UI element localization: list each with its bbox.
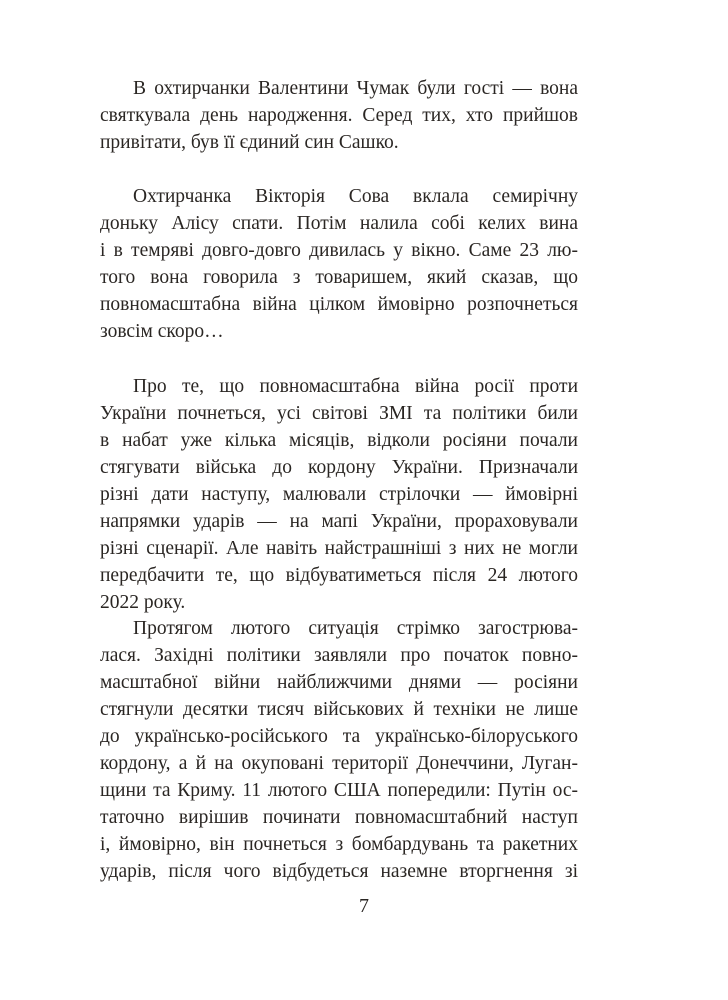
text-line: напрямки ударів — на мапі України, прораховували (100, 511, 578, 532)
text-line: таточно вирішив починати повномасштабний наступ (100, 807, 578, 828)
text-line: зовсім скоро… (100, 321, 224, 342)
text-line: ударів, після чого відбудеться наземне вторгнення зі (100, 861, 578, 882)
text-line: різні сценарії. Але навіть найстрашніші з них не могли (100, 538, 578, 559)
text-line: В охтирчанки Валентини Чумак були гості — вона (133, 78, 578, 99)
text-line: до українсько-російського та українсько-білоруського (100, 726, 578, 747)
text-line: Охтирчанка Вікторія Сова вклала семирічну (133, 186, 578, 207)
text-line: Про те, що повномасштабна війна росії проти (133, 376, 578, 397)
text-line: і, ймовірно, він почнеться з бомбардувань та ракетних (100, 834, 578, 855)
text-line: в набат уже кілька місяців, відколи росіяни почали (100, 430, 578, 451)
text-line: привітати, був її єдиний син Сашко. (100, 132, 399, 153)
text-line: щини та Криму. 11 лютого США попередили: Путін ос- (100, 780, 578, 801)
text-line: доньку Алісу спати. Потім налила собі келих вина (100, 213, 578, 234)
text-line: того вона говорила з товаришем, який сказав, що (100, 267, 578, 288)
text-line: України почнеться, усі світові ЗМІ та політики били (100, 403, 578, 424)
text-line: стягувати війська до кордону України. Призначали (100, 457, 578, 478)
text-line: повномасштабна війна цілком ймовірно розпочнеться (100, 294, 578, 315)
text-line: і в темряві довго-довго дивилась у вікно. Саме 23 лю- (100, 240, 578, 261)
text-line: 2022 року. (100, 592, 186, 613)
text-line: святкувала день народження. Серед тих, хто прийшов (100, 105, 578, 126)
text-line: передбачити те, що відбуватиметься після 24 лютого (100, 565, 578, 586)
text-line: кордону, а й на окуповані території Донеччини, Луган- (100, 753, 578, 774)
text-line: різні дати наступу, малювали стрілочки — ймовірні (100, 484, 578, 505)
text-line: Протягом лютого ситуація стрімко загострюва- (133, 618, 578, 639)
text-line: стягнули десятки тисяч військових й техніки не лише (100, 699, 578, 720)
page-number: 7 (359, 895, 369, 917)
text-line: масштабної війни найближчими днями — росіяни (100, 672, 578, 693)
text-line: лася. Західні політики заявляли про початок повно- (100, 645, 578, 666)
